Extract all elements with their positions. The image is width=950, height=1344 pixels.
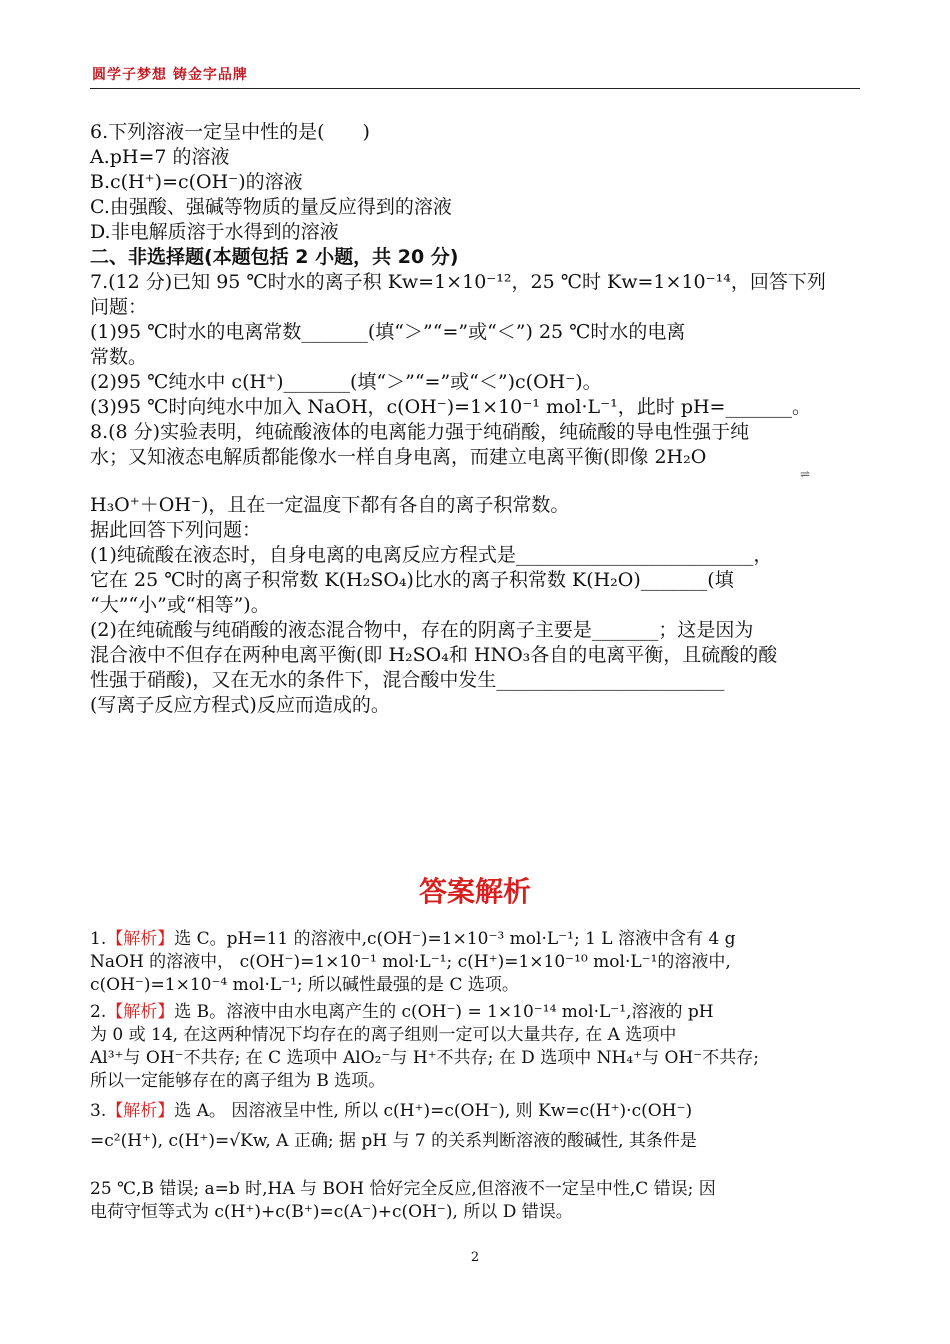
equilibrium-arrow-icon: ⇌ bbox=[800, 467, 811, 481]
q6-stem: 6.下列溶液一定呈中性的是( ) bbox=[90, 121, 370, 143]
q8-part-1-cont-2: “大”“小”或“相等”)。 bbox=[90, 594, 270, 616]
answer-3-line-4: 电荷守恒等式为 c(H⁺)+c(B⁺)=c(A⁻)+c(OH⁻), 所以 D 错误。 bbox=[90, 1202, 573, 1222]
q7-stem-cont: 问题： bbox=[90, 296, 148, 318]
q7-part-3: (3)95 ℃时向纯水中加入 NaOH，c(OH⁻)=1×10⁻¹ mol·L⁻¹，此时 pH=_______。 bbox=[90, 396, 811, 418]
q6-option-c: C.由强酸、强碱等物质的量反应得到的溶液 bbox=[90, 196, 452, 218]
answer-3-line-2: =c²(H⁺), c(H⁺)=√Kw, A 正确; 据 pH 与 7 的关系判断溶液的酸碱性, 其条件是 bbox=[90, 1131, 697, 1151]
answers-title: 答案解析 bbox=[418, 875, 531, 908]
answer-2-line-4: 所以一定能够存在的离子组为 B 选项。 bbox=[90, 1071, 386, 1091]
q8-stem-cont-2: H₃O⁺＋OH⁻)，且在一定温度下都有各自的离子积常数。 bbox=[90, 494, 570, 516]
q6-option-b: B.c(H⁺)=c(OH⁻)的溶液 bbox=[90, 171, 303, 193]
q8-part-2-cont: 混合液中不但存在两种电离平衡(即 H₂SO₄和 HNO₃各自的电离平衡，且硫酸的酸 bbox=[90, 644, 778, 666]
answer-3-number: 3. bbox=[90, 1101, 107, 1121]
q8-part-2-cont-3: (写离子反应方程式)反应而造成的。 bbox=[90, 694, 390, 716]
q8-part-1: (1)纯硫酸在液态时，自身电离的电离反应方程式是_________________________， bbox=[90, 544, 773, 566]
answer-2-tag: 【解析】 bbox=[106, 1002, 175, 1022]
q7-part-2: (2)95 ℃纯水中 c(H⁺)_______(填“＞”“=”或“＜”)c(OH⁻)。 bbox=[90, 371, 602, 393]
answer-2-line-3: Al³⁺与 OH⁻不共存; 在 C 选项中 AlO₂⁻与 H⁺不共存; 在 D 选项中 NH₄⁺与 OH⁻不共存; bbox=[90, 1048, 759, 1068]
answer-1-text: 选 C。pH=11 的溶液中,c(OH⁻)=1×10⁻³ mol·L⁻¹; 1 L 溶液中含有 4 g bbox=[174, 929, 736, 949]
q8-part-1-cont: 它在 25 ℃时的离子积常数 K(H₂SO₄)比水的离子积常数 K(H₂O)_______(填 bbox=[90, 569, 734, 591]
answer-2-text: 选 B。溶液中由水电离产生的 c(OH⁻) = 1×10⁻¹⁴ mol·L⁻¹,溶液的 pH bbox=[174, 1002, 714, 1022]
header-slogan: 圆学子梦想 铸金字品牌 bbox=[92, 67, 248, 83]
answer-1-line-1 bbox=[90, 928, 736, 951]
q6-option-d: D.非电解质溶于水得到的溶液 bbox=[90, 221, 339, 243]
answer-1-line-3: c(OH⁻)=1×10⁻⁴ mol·L⁻¹; 所以碱性最强的是 C 选项。 bbox=[90, 975, 519, 995]
q8-prompt: 据此回答下列问题： bbox=[90, 519, 262, 541]
q8-stem-cont: 水；又知液态电解质都能像水一样自身电离，而建立电离平衡(即像 2H₂O bbox=[90, 446, 707, 468]
answer-2-line-1 bbox=[90, 1001, 714, 1024]
section-2-title: 二、非选择题(本题包括 2 小题，共 20 分) bbox=[90, 246, 459, 268]
q8-part-2-cont-2: 性强于硝酸)，又在无水的条件下，混合酸中发生________________________ bbox=[90, 669, 725, 691]
q8-stem: 8.(8 分)实验表明，纯硫酸液体的电离能力强于纯硝酸，纯硫酸的导电性强于纯 bbox=[90, 421, 750, 443]
answer-1-line-2: NaOH 的溶液中， c(OH⁻)=1×10⁻¹ mol·L⁻¹; c(H⁺)=1×10⁻¹⁰ mol·L⁻¹的溶液中, bbox=[90, 952, 731, 972]
q6-option-a: A.pH=7 的溶液 bbox=[90, 146, 230, 168]
page-header bbox=[90, 60, 860, 89]
answer-3-tag: 【解析】 bbox=[106, 1101, 175, 1121]
answer-1-tag: 【解析】 bbox=[106, 929, 175, 949]
page-number: 2 bbox=[470, 1250, 480, 1265]
answer-3-text: 选 A。 因溶液呈中性, 所以 c(H⁺)=c(OH⁻), 则 Kw=c(H⁺)·c(OH⁻) bbox=[174, 1101, 693, 1121]
answer-2-line-2: 为 0 或 14, 在这两种情况下均存在的离子组则一定可以大量共存, 在 A 选项中 bbox=[90, 1025, 677, 1045]
answer-1-number: 1. bbox=[90, 929, 107, 949]
q7-part-1: (1)95 ℃时水的电离常数_______(填“＞”“=”或“＜”) 25 ℃时水的电离 bbox=[90, 321, 686, 343]
q7-part-1-cont: 常数。 bbox=[90, 346, 148, 368]
q7-stem: 7.(12 分)已知 95 ℃时水的离子积 Kw=1×10⁻¹²，25 ℃时 Kw=1×10⁻¹⁴，回答下列 bbox=[90, 271, 826, 293]
q8-part-2: (2)在纯硫酸与纯硝酸的液态混合物中，存在的阴离子主要是_______；这是因为 bbox=[90, 619, 754, 641]
answer-3-line-1 bbox=[90, 1100, 692, 1123]
answer-3-line-3: 25 ℃,B 错误; a=b 时,HA 与 BOH 恰好完全反应,但溶液不一定呈中性,C 错误; 因 bbox=[90, 1179, 716, 1199]
answer-2-number: 2. bbox=[90, 1002, 107, 1022]
